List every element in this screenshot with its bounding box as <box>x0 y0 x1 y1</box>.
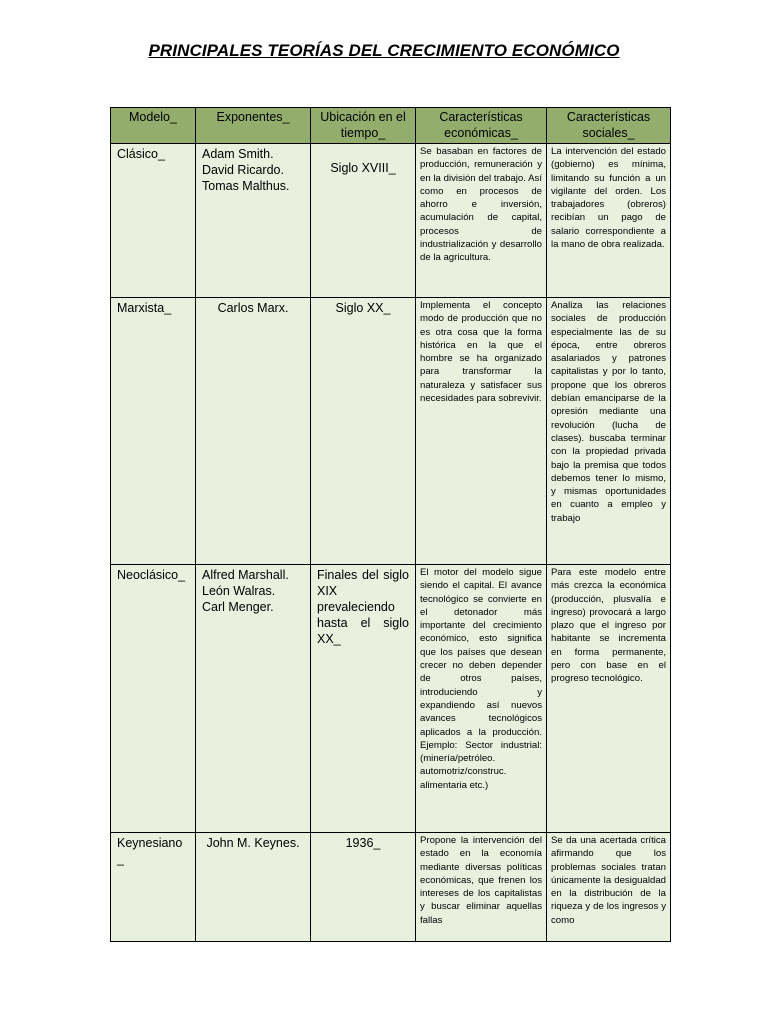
document-title: PRINCIPALES TEORÍAS DEL CRECIMIENTO ECONÓMICO <box>148 41 620 60</box>
cell-exponentes <box>196 565 311 833</box>
header-sociales: Características sociales_ <box>547 108 671 144</box>
exponent-name: Carl Menger. <box>202 600 274 614</box>
cell-exponentes <box>196 298 311 565</box>
exponent-name: León Walras. <box>202 584 276 598</box>
header-ubicacion: Ubicación en el tiempo_ <box>311 108 416 144</box>
exponent-name: David Ricardo. <box>202 163 284 177</box>
header-exponentes: Exponentes_ <box>196 108 311 144</box>
cell-sociales <box>547 833 671 942</box>
exponent-name: John M. Keynes. <box>206 836 300 850</box>
cell-economicas: Se basaban en factores de producción, remuneración y en la división del trabajo. Así como en procesos de ahorro e inversión, acumulación de capital, procesos de industrialización y desarrollo de la agricultura. <box>416 144 547 298</box>
theories-table <box>110 107 671 942</box>
cell-modelo: Marxista_ <box>111 298 196 565</box>
table-row <box>111 565 671 833</box>
table-row <box>111 298 671 565</box>
cell-sociales: Analiza las relaciones sociales de producción especialmente las de su época, entre obreros asalariados y patrones capitalistas y por lo tanto, propone que los obreros debían emanciparse de la opresión mediante una revolución (lucha de clases). buscaba terminar con la propiedad privada bajo la premisa que todos debemos tener lo mismo, y mismas oportunidades en cuanto a empleo y trabajo <box>547 298 671 565</box>
cell-exponentes <box>196 833 311 942</box>
ubicacion-text: Siglo XVIII_ <box>330 161 396 175</box>
cell-modelo: Keynesiano _ <box>111 833 196 942</box>
exponent-name: Carlos Marx. <box>217 301 289 315</box>
cell-ubicacion <box>311 144 416 298</box>
cell-economicas <box>416 833 547 942</box>
table-row <box>111 833 671 942</box>
sociales-text: Se da una acertada crítica afirmando que los problemas sociales tratan únicamente la desigualdad en la distribución de la riqueza y de los ingresos y como <box>551 835 666 926</box>
cell-ubicacion: Finales del siglo XIX prevaleciendo hasta el siglo XX_ <box>311 565 416 833</box>
economicas-text: Propone la intervención del estado en la economía mediante diversas políticas económicas, que frenen los intereses de los capitalistas y buscar eliminar aquellas fallas <box>420 835 542 926</box>
header-modelo: Modelo_ <box>111 108 196 144</box>
cell-ubicacion: 1936_ <box>311 833 416 942</box>
header-economicas: Características económicas_ <box>416 108 547 144</box>
exponent-name: Alfred Marshall. <box>202 568 289 582</box>
cell-sociales: La intervención del estado (gobierno) es mínima, limitando su función a un vigilante del orden. Los trabajadores (obreros) recibían un pago de salario correspondiente a la mano de obra realizada. <box>547 144 671 298</box>
table-row <box>111 144 671 298</box>
cell-economicas: El motor del modelo sigue siendo el capital. El avance tecnológico se convierte en el detonador más importante del crecimiento económico, esto significa que los países que desean crecer no deben depender de otros países, introduciendo y expandiendo así nuevos avances tecnológicos aplicados a la producción. Ejemplo: Sector industrial: (minería/petróleo. automotriz/construc. alimentaria etc.) <box>416 565 547 833</box>
cell-modelo: Neoclásico_ <box>111 565 196 833</box>
cell-sociales: Para este modelo entre más crezca la económica (producción, plusvalía e ingreso) provocará a largo plazo que el ingreso por habitante se incrementa en forma permanente, pero con base en el progreso tecnológico. <box>547 565 671 833</box>
exponent-name: Adam Smith. <box>202 147 274 161</box>
cell-ubicacion: Siglo XX_ <box>311 298 416 565</box>
cell-modelo: Clásico_ <box>111 144 196 298</box>
table-header-row <box>111 108 671 144</box>
exponent-name: Tomas Malthus. <box>202 179 290 193</box>
cell-exponentes <box>196 144 311 298</box>
cell-economicas: Implementa el concepto modo de producción que no es otra cosa que la forma histórica en la que el hombre se ha organizado para transformar la naturaleza y satisfacer sus necesidades para sobrevivir. <box>416 298 547 565</box>
